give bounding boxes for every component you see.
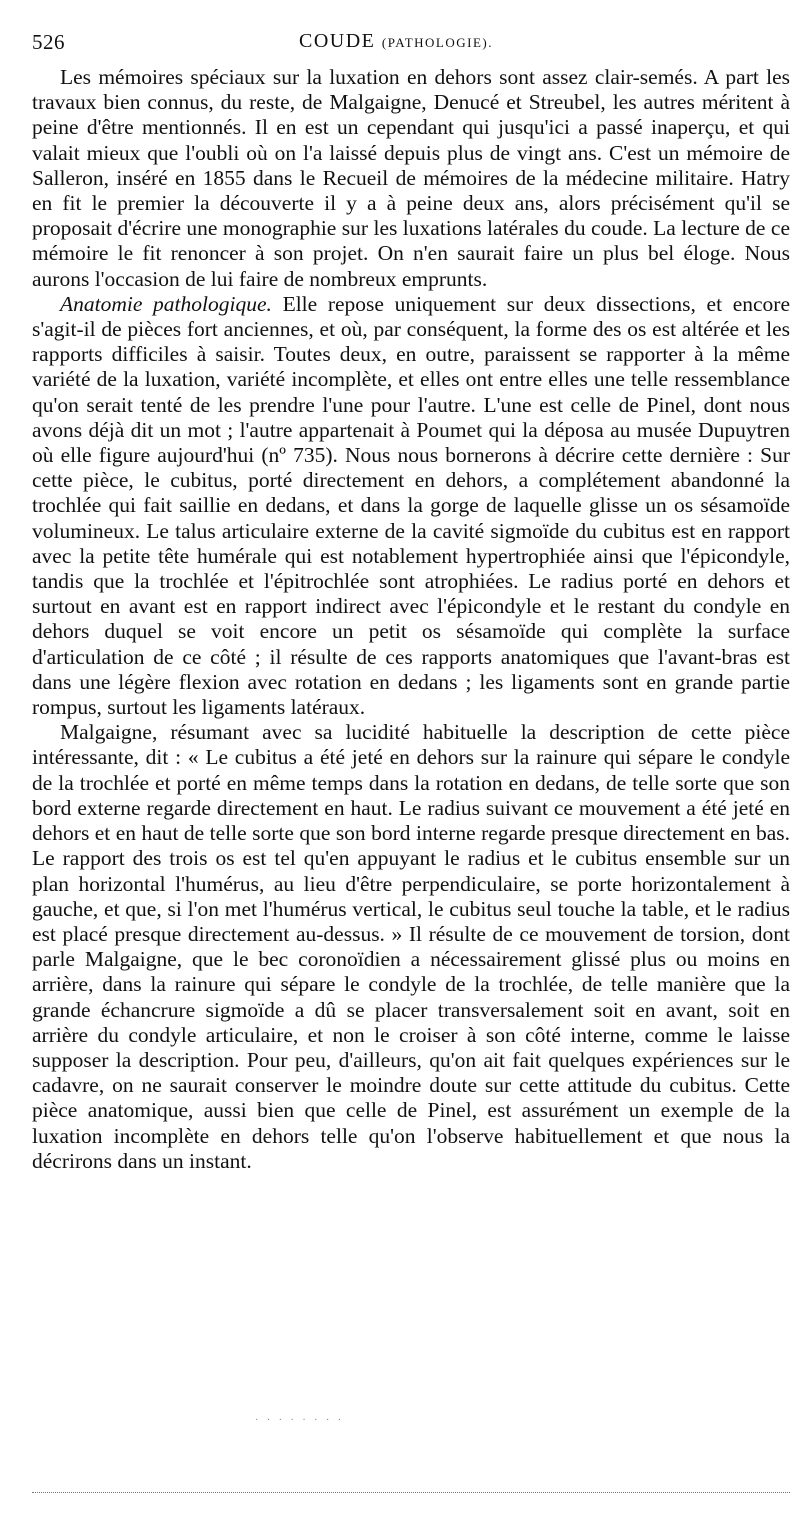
footer-dotted-rule — [32, 1492, 790, 1493]
paragraph-intro-text: Les mémoires spéciaux sur la luxation en dehors sont assez clair-semés. A part les travaux bien connus, du reste, de Malgaigne, Denucé et Streubel, les autres méritent à peine d'être mentionnés. Il en est un cependant qui jusqu'ici a passé inaperçu, et qui valait mieux que l'oubli où on l'a laissé depuis plus de vingt ans. C'est un mémoire de Salleron, inséré en 1855 dans le Recueil de mémoires de la médecine militaire. Hatry en fit le premier la découverte il y a à peine deux ans, alors précisément qu'il se proposait d'écrire une monographie sur les luxations latérales du coude. La lecture de ce mémoire le fit renoncer à son projet. On n'en saurait faire un plus bel éloge. Nous aurons l'occasion de lui faire de nombreux emprunts. — [32, 65, 790, 291]
paragraph-malgaigne — [32, 720, 790, 1174]
running-head-title: COUDE — [299, 30, 376, 52]
paragraph-malgaigne-text: Malgaigne, résumant avec sa lucidité habituelle la description de cette pièce intéressante, dit : « Le cubitus a été jeté en dehors sur la rainure qui sépare le condyle de la trochlée et porté en même temps dans la rotation en dedans, de telle sorte que son bord externe regarde directement en haut. Le radius suivant ce mouvement a été jeté en dehors et en haut de telle sorte que son bord interne regarde presque directement en bas. Le rapport des trois os est tel qu'en appuyant le radius et le cubitus ensemble sur un plan horizontal l'humérus, au lieu d'être perpendiculaire, se porte horizontalement à gauche, et que, si l'on met l'humérus vertical, le cubitus seul touche la table, et le radius est placé presque directement au-dessus. » Il résulte de ce mouvement de torsion, dont parle Malgaigne, que le bec coronoïdien a nécessairement glissé plus ou moins en arrière, dans la rainure qui sépare le condyle de la trochlée, de telle manière que la grande échancrure sigmoïde a dû se placer transversalement soit en avant, soit en arrière du condyle articulaire, et non le croiser à son côté interne, comme le laisse supposer la description. Pour peu, d'ailleurs, qu'on ait fait quelques expériences sur le cadavre, on ne saurait conserver le moindre doute sur cette attitude du cubitus. Cette pièce anatomique, aussi bien que celle de Pinel, est assurément un exemple de la luxation incomplète en dehors telle qu'on l'observe habituellement et que nous la décrirons dans un instant. — [32, 720, 790, 1173]
print-smudge: · · · · · · · · — [255, 1415, 345, 1426]
running-head-subtitle: (PATHOLOGIE). — [381, 35, 493, 50]
body-text — [32, 65, 790, 1174]
page-number: 526 — [32, 30, 65, 54]
paragraph-anatomie-text: Elle repose uniquement sur deux dissections, et encore s'agit-il de pièces fort anciennes, et où, par conséquent, la forme des os est altérée et les rapports difficiles à saisir. Toutes deux, en outre, paraissent se rapporter à la même variété de la luxation, variété incomplète, et elles ont entre elles une telle ressemblance qu'on serait tenté de les prendre l'une pour l'autre. L'une est celle de Pinel, dont nous avons déjà dit un mot ; l'autre appartenait à Poumet qui la déposa au musée Dupuytren où elle figure aujourd'hui (nº 735). Nous nous bornerons à décrire cette dernière : Sur cette pièce, le cubitus, porté directement en dehors, a complétement abandonné la trochlée qui fait saillie en dedans, et dans la gorge de laquelle glisse un os sésamoïde volumineux. Le talus articulaire externe de la cavité sigmoïde du cubitus est en rapport avec la petite tête humérale qui est notablement hypertrophiée ainsi que l'épicondyle, tandis que la trochlée et l'épitrochlée sont atrophiées. Le radius porté en dehors et surtout en avant est en rapport indirect avec l'épicondyle et le restant du condyle en dehors duquel se voit encore un petit os sésamoïde qui complète la surface d'articulation de ce côté ; il résulte de ces rapports anatomiques que l'avant-bras est dans une légère flexion avec rotation en dedans ; les ligaments sont en grande partie rompus, surtout les ligaments latéraux. — [32, 291, 790, 720]
running-head — [32, 30, 760, 53]
paragraph-anatomie — [32, 292, 790, 720]
page-header — [32, 30, 760, 60]
paragraph-intro — [32, 65, 790, 292]
section-heading-anatomie: Anatomie pathologique. — [60, 291, 272, 316]
